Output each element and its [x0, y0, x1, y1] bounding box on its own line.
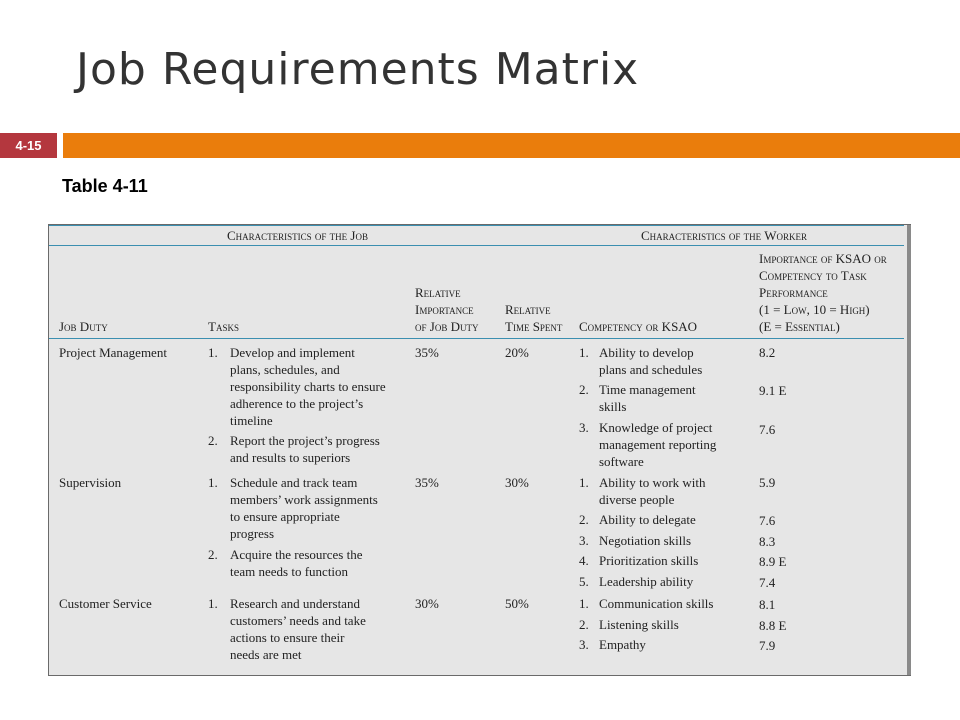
col-header-time-2: Time Spent — [505, 319, 563, 334]
row-3-task-1-line-1: Research and understand — [230, 596, 360, 611]
row-1-comp-1-line-1: Ability to develop — [599, 345, 694, 360]
row-1-comp-1-ksao: 8.2 — [759, 345, 776, 360]
table-top-rule — [49, 225, 904, 226]
group-header-rule — [49, 245, 904, 246]
title-accent-bar — [63, 133, 960, 158]
row-2-task-1-line-3: to ensure appropriate — [230, 509, 340, 524]
row-3-time: 50% — [505, 596, 529, 611]
row-3-comp-1-ksao: 8.1 — [759, 597, 776, 612]
group-header-job: Characteristics of the Job — [227, 228, 368, 243]
row-1-comp-3-line-1: Knowledge of project — [599, 420, 713, 435]
row-1-task-1-line-4: adherence to the project’s — [230, 396, 364, 411]
row-2-comp-2-ksao: 7.6 — [759, 513, 776, 528]
row-3-importance: 30% — [415, 596, 439, 611]
row-1-comp-3-num: 3. — [579, 420, 589, 435]
row-2-comp-4-num: 4. — [579, 553, 589, 568]
row-3-comp-1-num: 1. — [579, 596, 589, 611]
row-1-comp-2-num: 2. — [579, 382, 589, 397]
row-3-task-1-line-3: actions to ensure their — [230, 630, 345, 645]
row-1-task-1-line-1: Develop and implement — [230, 345, 355, 360]
job-requirements-table — [49, 225, 910, 675]
row-2-task-1-line-2: members’ work assignments — [230, 492, 378, 507]
group-header-worker: Characteristics of the Worker — [641, 228, 807, 243]
row-2-comp-3-num: 3. — [579, 533, 589, 548]
row-1-comp-1-line-2: plans and schedules — [599, 362, 703, 377]
row-1-comp-2-line-2: skills — [599, 399, 627, 414]
row-3-task-1-line-4: needs are met — [230, 647, 302, 662]
row-1-task-2-line-2: and results to superiors — [230, 450, 351, 465]
row-1-time: 20% — [505, 345, 529, 360]
col-header-job-duty: Job Duty — [59, 319, 108, 334]
row-2-task-1-line-4: progress — [230, 526, 275, 541]
row-2-task-1-line-1: Schedule and track team — [230, 475, 358, 490]
col-header-importance-1: Relative — [415, 285, 461, 300]
row-1-task-2-num: 2. — [208, 433, 218, 448]
row-1-task-1-line-2: plans, schedules, and — [230, 362, 340, 377]
row-2-task-2-line-2: team needs to function — [230, 564, 349, 579]
col-header-time-1: Relative — [505, 302, 551, 317]
row-3-task-1-num: 1. — [208, 596, 218, 611]
col-header-ksao-1: Importance of KSAO or — [759, 251, 887, 266]
row-2-comp-3-line-1: Negotiation skills — [599, 533, 692, 548]
col-header-competency: Competency or KSAO — [579, 319, 698, 334]
row-3-comp-1-line-1: Communication skills — [599, 596, 714, 611]
row-1-comp-1-num: 1. — [579, 345, 589, 360]
row-1-task-1-num: 1. — [208, 345, 218, 360]
row-1-task-1-line-3: responsibility charts to ensure — [230, 379, 386, 394]
row-1-duty: Project Management — [59, 345, 167, 360]
row-2-task-2-num: 2. — [208, 547, 218, 562]
row-3-comp-2-line-1: Listening skills — [599, 617, 679, 632]
row-2-comp-2-line-1: Ability to delegate — [599, 512, 696, 527]
row-2-comp-2-num: 2. — [579, 512, 589, 527]
row-1-task-1-line-5: timeline — [230, 413, 273, 428]
row-2-comp-4-ksao: 8.9 E — [759, 554, 787, 569]
row-1-comp-3-line-2: management reporting — [599, 437, 717, 452]
row-3-duty: Customer Service — [59, 596, 152, 611]
row-2-duty: Supervision — [59, 475, 122, 490]
row-2-comp-1-ksao: 5.9 — [759, 475, 776, 490]
job-requirements-table-image — [48, 224, 911, 676]
row-2-comp-1-num: 1. — [579, 475, 589, 490]
row-1-comp-2-ksao: 9.1 E — [759, 383, 787, 398]
row-2-importance: 35% — [415, 475, 439, 490]
row-3-comp-2-num: 2. — [579, 617, 589, 632]
row-2-task-1-num: 1. — [208, 475, 218, 490]
row-1-comp-2-line-1: Time management — [599, 382, 696, 397]
slide-title: Job Requirements Matrix — [76, 44, 640, 95]
row-1-comp-3-ksao: 7.6 — [759, 422, 776, 437]
row-3-task-1-line-2: customers’ needs and take — [230, 613, 366, 628]
col-header-ksao-3: Performance — [759, 285, 828, 300]
row-2-task-2-line-1: Acquire the resources the — [230, 547, 363, 562]
header-bottom-rule — [49, 338, 904, 339]
col-header-ksao-4: (1 = Low, 10 = High) — [759, 302, 870, 317]
col-header-ksao-2: Competency to Task — [759, 268, 867, 283]
col-header-ksao-5: (E = Essential) — [759, 319, 840, 334]
col-header-importance-2: Importance — [415, 302, 474, 317]
row-3-comp-3-num: 3. — [579, 637, 589, 652]
row-3-comp-3-ksao: 7.9 — [759, 638, 776, 653]
row-2-comp-3-ksao: 8.3 — [759, 534, 776, 549]
row-1-comp-3-line-3: software — [599, 454, 644, 469]
table-label: Table 4-11 — [62, 176, 148, 196]
row-2-time: 30% — [505, 475, 529, 490]
row-2-comp-5-line-1: Leadership ability — [599, 574, 694, 589]
row-1-importance: 35% — [415, 345, 439, 360]
row-2-comp-5-num: 5. — [579, 574, 589, 589]
row-2-comp-4-line-1: Prioritization skills — [599, 553, 699, 568]
col-header-importance-3: of Job Duty — [415, 319, 479, 334]
col-header-tasks: Tasks — [208, 319, 239, 334]
slide-number-badge: 4-15 — [0, 133, 57, 158]
row-3-comp-3-line-1: Empathy — [599, 637, 646, 652]
row-2-comp-1-line-1: Ability to work with — [599, 475, 706, 490]
row-3-comp-2-ksao: 8.8 E — [759, 618, 787, 633]
row-2-comp-5-ksao: 7.4 — [759, 575, 776, 590]
row-2-comp-1-line-2: diverse people — [599, 492, 675, 507]
row-1-task-2-line-1: Report the project’s progress — [230, 433, 380, 448]
